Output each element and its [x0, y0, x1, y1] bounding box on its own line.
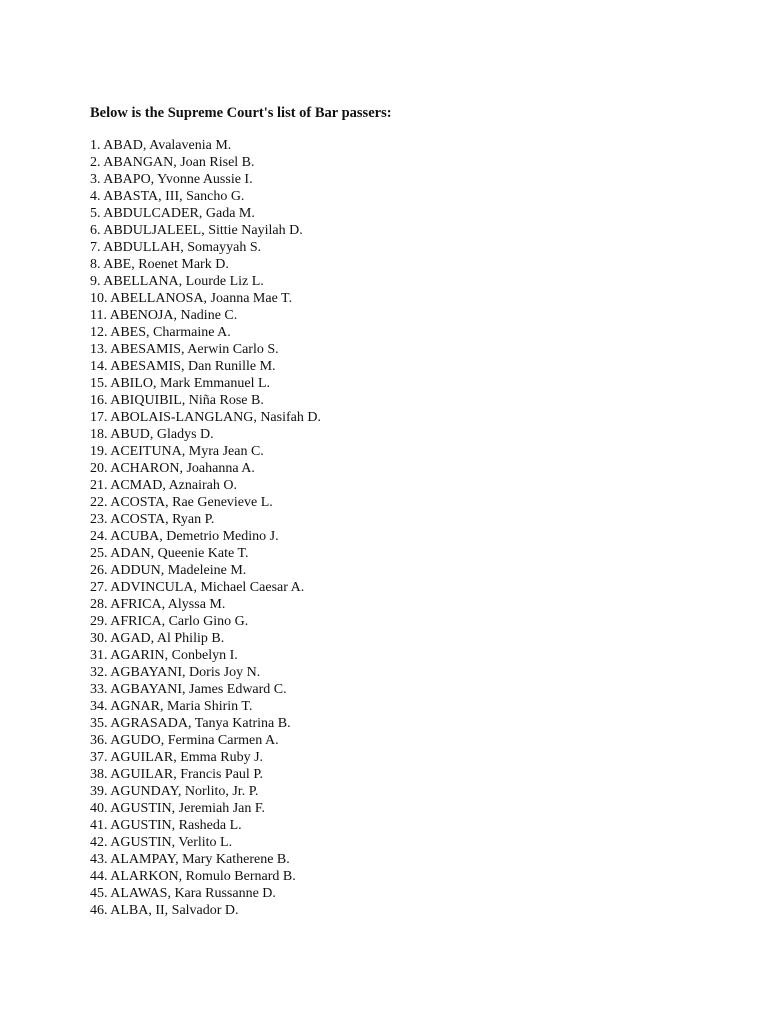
- list-item: 4. ABASTA, III, Sancho G.: [90, 189, 245, 204]
- list-item: 2. ABANGAN, Joan Risel B.: [90, 155, 255, 170]
- list-item: 39. AGUNDAY, Norlito, Jr. P.: [90, 784, 259, 799]
- list-item: 19. ACEITUNA, Myra Jean C.: [90, 444, 264, 459]
- list-item: 15. ABILO, Mark Emmanuel L.: [90, 376, 271, 391]
- list-item: 30. AGAD, Al Philip B.: [90, 631, 225, 646]
- list-item: 46. ALBA, II, Salvador D.: [90, 903, 239, 918]
- list-item: 22. ACOSTA, Rae Genevieve L.: [90, 495, 273, 510]
- list-item: 9. ABELLANA, Lourde Liz L.: [90, 274, 264, 289]
- bar-passers-list: [90, 137, 321, 919]
- list-item: 43. ALAMPAY, Mary Katherene B.: [90, 852, 290, 867]
- list-item: 24. ACUBA, Demetrio Medino J.: [90, 529, 279, 544]
- list-item: 33. AGBAYANI, James Edward C.: [90, 682, 287, 697]
- list-item: 28. AFRICA, Alyssa M.: [90, 597, 226, 612]
- list-item: 37. AGUILAR, Emma Ruby J.: [90, 750, 264, 765]
- list-item: 21. ACMAD, Aznairah O.: [90, 478, 237, 493]
- list-item: 32. AGBAYANI, Doris Joy N.: [90, 665, 261, 680]
- list-item: 27. ADVINCULA, Michael Caesar A.: [90, 580, 305, 595]
- list-item: 3. ABAPO, Yvonne Aussie I.: [90, 172, 253, 187]
- list-item: 18. ABUD, Gladys D.: [90, 427, 214, 442]
- list-item: 10. ABELLANOSA, Joanna Mae T.: [90, 291, 293, 306]
- list-item: 35. AGRASADA, Tanya Katrina B.: [90, 716, 291, 731]
- list-item: 38. AGUILAR, Francis Paul P.: [90, 767, 264, 782]
- list-item: 14. ABESAMIS, Dan Runille M.: [90, 359, 276, 374]
- list-item: 7. ABDULLAH, Somayyah S.: [90, 240, 262, 255]
- list-item: 16. ABIQUIBIL, Niña Rose B.: [90, 393, 264, 408]
- list-item: 34. AGNAR, Maria Shirin T.: [90, 699, 253, 714]
- list-item: 13. ABESAMIS, Aerwin Carlo S.: [90, 342, 279, 357]
- list-item: 12. ABES, Charmaine A.: [90, 325, 231, 340]
- list-item: 1. ABAD, Avalavenia M.: [90, 138, 232, 153]
- list-item: 20. ACHARON, Joahanna A.: [90, 461, 255, 476]
- list-item: 26. ADDUN, Madeleine M.: [90, 563, 247, 578]
- document-heading: Below is the Supreme Court's list of Bar passers:: [90, 105, 392, 121]
- list-item: 29. AFRICA, Carlo Gino G.: [90, 614, 249, 629]
- list-item: 6. ABDULJALEEL, Sittie Nayilah D.: [90, 223, 303, 238]
- list-item: 8. ABE, Roenet Mark D.: [90, 257, 229, 272]
- list-item: 23. ACOSTA, Ryan P.: [90, 512, 215, 527]
- list-item: 25. ADAN, Queenie Kate T.: [90, 546, 249, 561]
- list-item: 41. AGUSTIN, Rasheda L.: [90, 818, 242, 833]
- list-item: 5. ABDULCADER, Gada M.: [90, 206, 255, 221]
- list-item: 31. AGARIN, Conbelyn I.: [90, 648, 238, 663]
- list-item: 42. AGUSTIN, Verlito L.: [90, 835, 233, 850]
- list-item: 17. ABOLAIS-LANGLANG, Nasifah D.: [90, 410, 321, 425]
- list-item: 11. ABENOJA, Nadine C.: [90, 308, 238, 323]
- list-item: 40. AGUSTIN, Jeremiah Jan F.: [90, 801, 266, 816]
- list-item: 36. AGUDO, Fermina Carmen A.: [90, 733, 279, 748]
- list-item: 45. ALAWAS, Kara Russanne D.: [90, 886, 276, 901]
- list-item: 44. ALARKON, Romulo Bernard B.: [90, 869, 296, 884]
